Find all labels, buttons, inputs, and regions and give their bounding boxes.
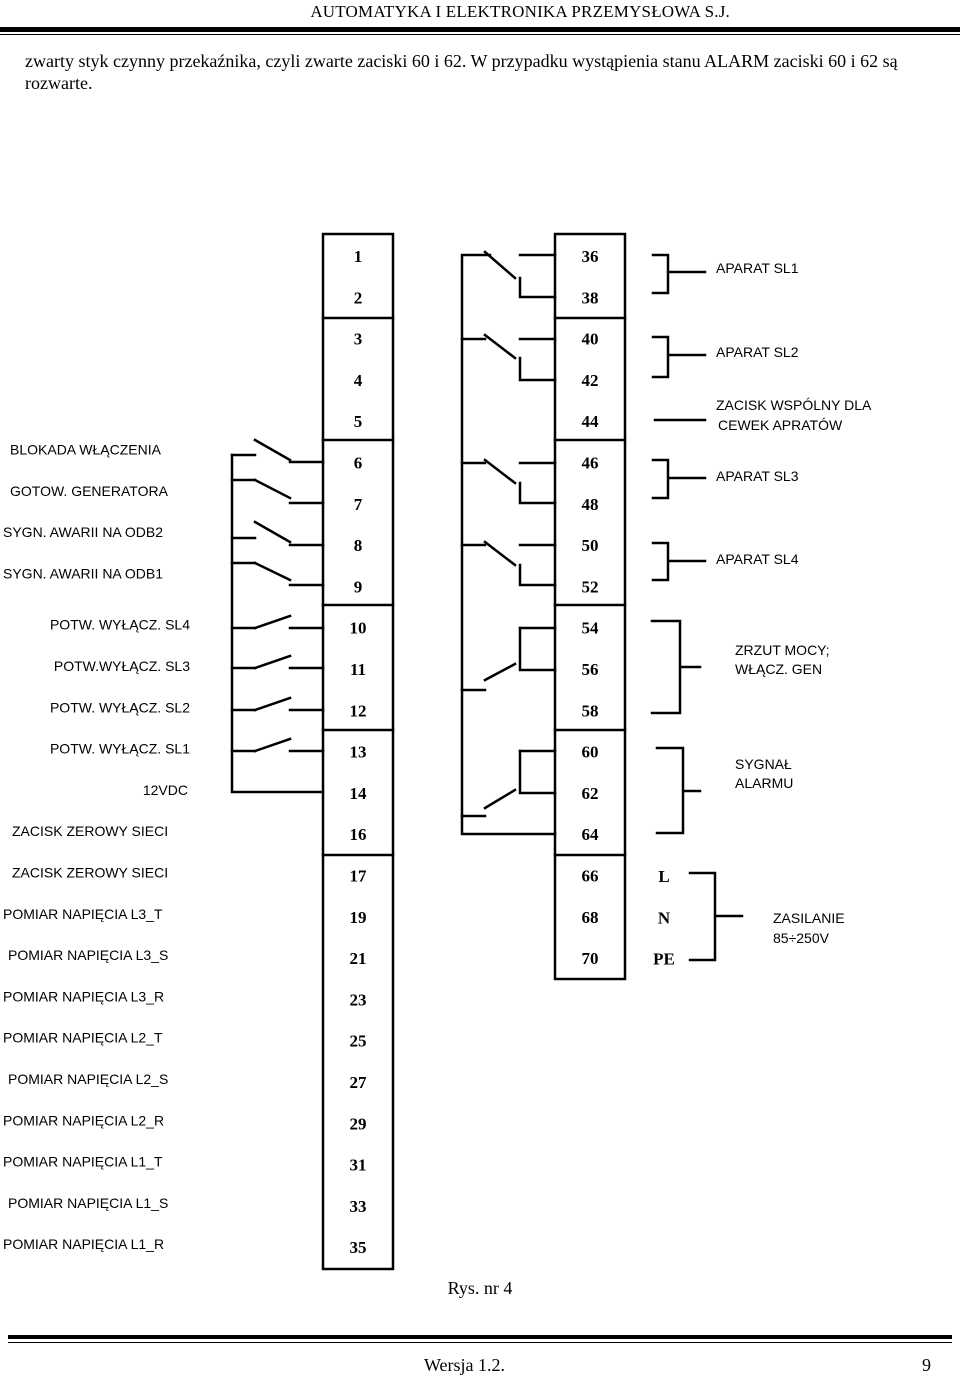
left-signal-label: SYGN. AWARII NA ODB2	[3, 524, 164, 541]
supply-terminal: PE	[653, 949, 675, 969]
output-group-brackets	[652, 255, 742, 960]
right-terminal-number: 66	[581, 866, 599, 886]
left-signal-label: POMIAR NAPIĘCIA L1_T	[3, 1153, 163, 1170]
left-terminal-number: 10	[349, 618, 367, 638]
left-terminal-number: 5	[353, 412, 363, 432]
left-signal-label: 12VDC	[142, 781, 188, 798]
supply-terminal: N	[657, 908, 671, 928]
label-alarm-2: ALARMU	[735, 775, 794, 791]
left-terminal-number: 25	[349, 1031, 367, 1051]
left-signal-label: POMIAR NAPIĘCIA L2_S	[8, 1071, 169, 1087]
left-terminal-number: 17	[349, 866, 367, 886]
left-terminal-number: 13	[349, 742, 367, 762]
right-terminal-number: 58	[581, 701, 599, 721]
12vdc-common-bus	[232, 455, 323, 792]
left-signal-label: POMIAR NAPIĘCIA L3_R	[3, 988, 165, 1005]
left-signal-label: ZACISK ZEROWY SIECI	[12, 823, 169, 840]
intro-paragraph: zwarty styk czynny przekaźnika, czyli zwarte zaciski 60 i 62. W przypadku wystąpienia stanu ALARM zaciski 60 i 62 są rozwarte.	[25, 51, 898, 93]
left-signal-label: POTW. WYŁĄCZ. SL4	[49, 616, 190, 633]
right-terminal-number: 60	[581, 742, 599, 762]
label-aparat-sl1: APARAT SL1	[716, 260, 799, 276]
left-signal-label: POTW. WYŁĄCZ. SL2	[49, 699, 190, 716]
left-signal-label: BLOKADA WŁĄCZENIA	[10, 441, 161, 458]
label-aparat-sl4: APARAT SL4	[716, 551, 799, 567]
right-terminal-number: 44	[581, 412, 599, 432]
left-signal-label: POTW. WYŁĄCZ. SL1	[49, 740, 190, 757]
left-terminal-numbers	[350, 247, 368, 1257]
left-terminal-number: 23	[349, 990, 367, 1010]
right-terminal-number: 56	[581, 660, 599, 679]
left-terminal-number: 27	[349, 1073, 367, 1092]
right-terminal-number: 42	[581, 370, 599, 390]
left-signal-labels	[3, 442, 190, 1253]
left-signal-label: POMIAR NAPIĘCIA L2_T	[3, 1029, 163, 1046]
figure-caption: Rys. nr 4	[447, 1278, 513, 1298]
left-signal-label: POMIAR NAPIĘCIA L1_S	[8, 1194, 169, 1211]
left-terminal-number: 6	[353, 453, 363, 473]
right-terminal-number: 52	[581, 577, 599, 597]
left-terminal-number: 3	[353, 329, 363, 349]
left-terminal-number: 12	[349, 701, 367, 721]
label-common-coil-2: CEWEK APRATÓW	[718, 417, 843, 433]
page-header-title: AUTOMATYKA I ELEKTRONIKA PRZEMYSŁOWA S.J.	[310, 2, 730, 21]
left-signal-label: ZACISK ZEROWY SIECI	[12, 864, 169, 881]
left-signal-label: SYGN. AWARII NA ODB1	[3, 565, 164, 582]
left-terminal-number: 29	[349, 1114, 367, 1134]
left-signal-label: POTW.WYŁĄCZ. SL3	[53, 658, 190, 674]
label-zrzut-2: WŁĄCZ. GEN	[735, 661, 823, 677]
label-aparat-sl3: APARAT SL3	[716, 468, 799, 484]
footer-rule	[8, 1335, 952, 1339]
left-signal-label: POMIAR NAPIĘCIA L3_T	[3, 905, 163, 922]
right-terminal-numbers	[582, 247, 600, 968]
left-terminal-number: 4	[353, 370, 363, 390]
left-terminal-number: 14	[349, 783, 367, 803]
left-terminal-number: 33	[349, 1196, 367, 1216]
right-terminal-number: 50	[581, 536, 599, 556]
left-signal-label: GOTOW. GENERATORA	[10, 482, 168, 499]
left-terminal-number: 9	[353, 577, 363, 597]
supply-terminal: L	[658, 867, 670, 886]
page-number: 9	[922, 1355, 931, 1375]
left-terminal-number: 2	[353, 288, 363, 308]
left-terminal-number: 8	[353, 536, 363, 556]
label-common-coil-1: ZACISK WSPÓLNY DLA	[716, 397, 872, 413]
label-alarm-1: SYGNAŁ	[735, 756, 792, 772]
right-terminal-number: 48	[581, 494, 599, 514]
label-supply-2: 85÷250V	[773, 930, 829, 946]
footer-rule-thin	[8, 1342, 952, 1343]
input-contacts	[232, 440, 323, 751]
left-signal-label: POMIAR NAPIĘCIA L3_S	[8, 947, 169, 964]
right-terminal-number: 68	[581, 907, 599, 927]
left-terminal-number: 7	[353, 494, 363, 514]
relay-output-contacts	[462, 252, 555, 816]
left-terminal-number: 1	[353, 247, 363, 266]
left-terminal-number: 35	[349, 1238, 367, 1258]
right-terminal-number: 46	[581, 453, 599, 473]
left-terminal-number: 31	[349, 1155, 367, 1175]
right-terminal-number: 70	[581, 949, 599, 969]
right-terminal-number: 40	[581, 329, 599, 349]
label-zrzut-1: ZRZUT MOCY;	[735, 642, 830, 658]
left-terminal-number: 11	[349, 660, 367, 679]
right-terminal-number: 54	[581, 618, 599, 638]
left-signal-label: POMIAR NAPIĘCIA L1_R	[3, 1236, 165, 1253]
left-signal-label: POMIAR NAPIĘCIA L2_R	[3, 1112, 165, 1129]
right-terminal-number: 38	[581, 288, 599, 308]
label-supply-1: ZASILANIE	[773, 910, 845, 926]
left-terminal-number: 21	[349, 949, 367, 969]
right-terminal-number: 64	[581, 825, 599, 845]
right-terminal-number: 36	[581, 247, 599, 266]
left-terminal-number: 19	[349, 907, 367, 927]
supply-terminals	[653, 867, 675, 969]
right-signal-labels	[716, 260, 872, 946]
left-terminal-number: 16	[349, 825, 367, 845]
version-label: Wersja 1.2.	[424, 1355, 506, 1375]
right-terminal-number: 62	[581, 783, 599, 803]
label-aparat-sl2: APARAT SL2	[716, 344, 799, 360]
